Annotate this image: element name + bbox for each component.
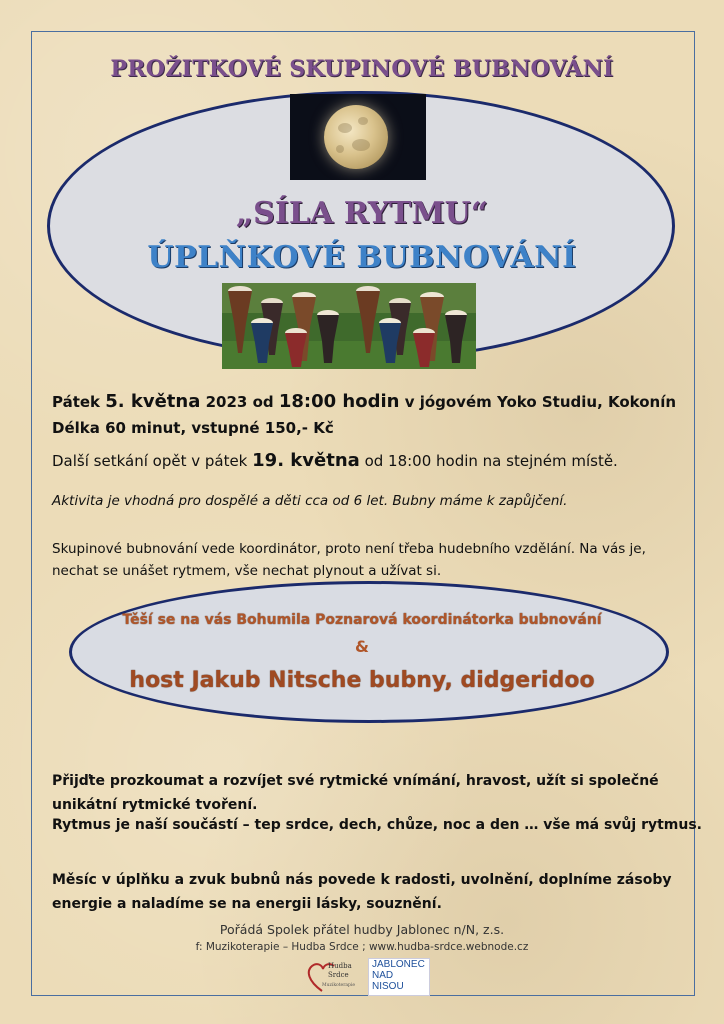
heart-logo-text-2: Srdce bbox=[328, 971, 349, 979]
host-coordinator: Těší se na vás Bohumila Poznarová koordinátorka bubnování bbox=[122, 612, 602, 628]
ampersand: & bbox=[355, 637, 369, 656]
jablonec-logo-text-3: NISOU bbox=[372, 981, 404, 992]
full-moon bbox=[324, 105, 388, 169]
heart-logo-text-1: Hudba bbox=[328, 962, 352, 970]
headline-uplnkove-bubnovani: ÚPLŇKOVÉ BUBNOVÁNÍ bbox=[147, 240, 577, 275]
invite-paragraph-2: Rytmus je naší součástí – tep srdce, dech, chůze, noc a den … vše má svůj rytmus. bbox=[52, 817, 703, 833]
event-date-line: Pátek 5. května 2023 od 18:00 hodin v jógovém Yoko Studiu, Kokonín bbox=[52, 391, 677, 412]
event-duration-price: Délka 60 minut, vstupné 150,- Kč bbox=[52, 419, 334, 437]
next-event-line: Další setkání opět v pátek 19. května od 18:00 hodin na stejném místě. bbox=[52, 450, 618, 471]
invite-paragraph-3: Měsíc v úplňku a zvuk bubnů nás povede k radosti, uvolnění, doplníme zásoby energie a naladíme se na energii lásky, souznění. bbox=[52, 872, 672, 912]
page-title: PROŽITKOVÉ SKUPINOVÉ BUBNOVÁNÍ bbox=[110, 56, 614, 82]
links-line: f: Muzikoterapie – Hudba Srdce ; www.hudba-srdce.webnode.cz bbox=[195, 941, 529, 953]
heart-logo-text-3: Muzikoterapie bbox=[322, 983, 356, 988]
jablonec-logo-text-2: NAD bbox=[372, 970, 394, 981]
organizer-line: Pořádá Spolek přátel hudby Jablonec n/N, z.s. bbox=[219, 922, 505, 937]
activity-note: Aktivita je vhodná pro dospělé a děti cca od 6 let. Bubny máme k zapůjčení. bbox=[52, 493, 568, 509]
jablonec-logo-text-1: JABLONEC bbox=[372, 959, 425, 970]
hudba-srdce-logo bbox=[306, 957, 364, 995]
invite-paragraph-1: Přijďte prozkoumat a rozvíjet své rytmické vnímání, hravost, užít si společné unikátní rytmické tvoření. bbox=[52, 773, 659, 813]
host-guest: host Jakub Nitsche bubny, didgeridoo bbox=[129, 668, 595, 693]
moon-image bbox=[290, 94, 426, 180]
jablonec-logo bbox=[368, 958, 430, 996]
drums-image bbox=[222, 283, 476, 369]
description-paragraph: Skupinové bubnování vede koordinátor, proto není třeba hudebního vzdělání. Na vás je, nechat se unášet rytmem, vše nechat plynout a užívat si. bbox=[52, 541, 646, 579]
headline-sila-rytmu: „SÍLA RYTMU“ bbox=[235, 196, 489, 231]
